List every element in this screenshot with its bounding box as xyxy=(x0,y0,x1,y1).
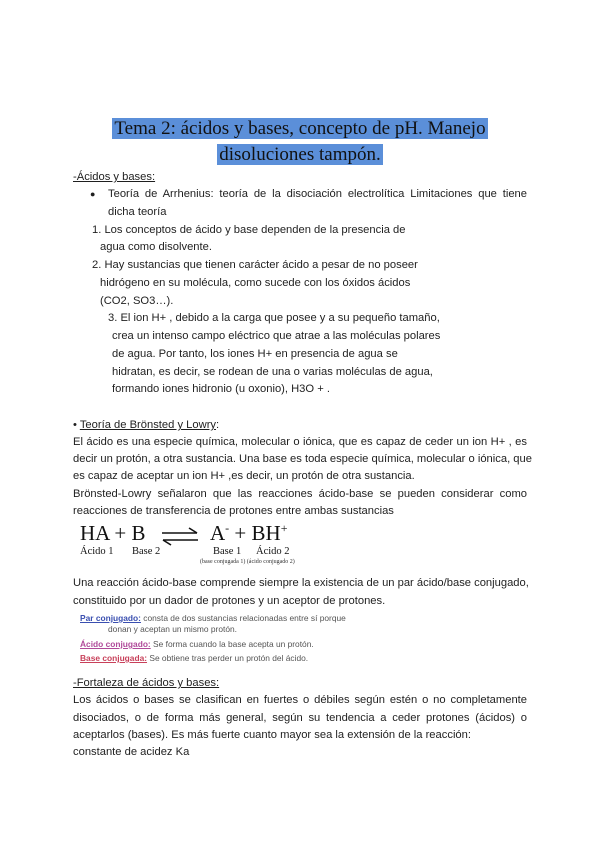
fortaleza-line-2: disociados, o de forma más general, según su tendencia a ceder protones (ácidos) o xyxy=(73,712,527,724)
equation-minus-sup: - xyxy=(225,521,230,535)
item-1-line-1: 1. Los conceptos de ácido y base dependen de la presencia de xyxy=(92,224,406,236)
heading-acidos-bases: -Ácidos y bases: xyxy=(73,171,156,183)
definitions-image xyxy=(80,613,370,667)
heading-fortaleza: -Fortaleza de ácidos y bases: xyxy=(73,677,220,689)
item-3-line-3: de agua. Por tanto, los iones H+ en presencia de agua se xyxy=(112,348,398,360)
bronsted-heading: Teoría de Brönsted y Lowry xyxy=(79,419,217,431)
item-3-line-5: formando iones hidronio (u oxonio), H3O + . xyxy=(112,383,330,395)
item-2-line-1: 2. Hay sustancias que tienen carácter ácido a pesar de no poseer xyxy=(92,259,418,271)
bronsted-p1-line-2: decir un protón, a otra sustancia. Una base es toda especie química, molecular o iónica, que xyxy=(73,453,532,465)
par-acido-base-line-2: constituido por un dador de protones y un aceptor de protones. xyxy=(73,595,386,607)
equation-left: HA + B xyxy=(80,521,146,545)
arrhenius-line-2: dicha teoría xyxy=(108,206,167,218)
equilibrium-arrows-icon xyxy=(160,527,200,547)
def-base-conjugada xyxy=(80,653,308,663)
label-base-1: Base 1 xyxy=(213,546,242,557)
fortaleza-line-4: constante de acidez Ka xyxy=(73,746,190,758)
label-acido-1: Ácido 1 xyxy=(80,546,114,557)
bronsted-heading-colon: : xyxy=(216,419,220,431)
def-par-conjugado-line-1 xyxy=(80,613,346,623)
title-line-1 xyxy=(0,118,600,140)
bronsted-p1-line-1: El ácido es una especie química, molecular o iónica, que es capaz de ceder un ion H+ , es xyxy=(73,436,527,448)
bronsted-p2-line-1: Brönsted-Lowry señalaron que las reacciones ácido-base se pueden considerar como xyxy=(73,488,527,500)
arrhenius-line-1: Teoría de Arrhenius: teoría de la disociación electrolítica Limitaciones que tiene xyxy=(108,188,527,200)
equation-right xyxy=(210,521,287,546)
equation-base-1: A xyxy=(210,521,226,545)
def-acido-conjugado xyxy=(80,639,314,649)
par-acido-base-line-1: Una reacción ácido-base comprende siempre la existencia de un par ácido/base conjugado, xyxy=(73,577,529,589)
def-acido-conjugado-text: Se forma cuando la base acepta un protón. xyxy=(150,639,314,649)
item-3-line-2: crea un intenso campo eléctrico que atrae a las moléculas polares xyxy=(112,330,441,342)
def-acido-conjugado-term: Ácido conjugado: xyxy=(80,639,151,649)
def-par-conjugado-line-2: donan y aceptan un mismo protón. xyxy=(108,624,237,634)
title-line-2 xyxy=(0,144,600,166)
def-par-conjugado-text: consta de dos sustancias relacionadas entre sí porque xyxy=(140,613,346,623)
fortaleza-line-3: aceptarlos (bases). Es más fuerte cuanto mayor sea la extensión de la reacción: xyxy=(73,729,471,741)
bronsted-p2-line-2: reacciones de transferencia de protones entre ambas sustancias xyxy=(73,505,394,517)
def-base-conjugada-term: Base conjugada: xyxy=(80,653,148,663)
def-par-conjugado-term: Par conjugado: xyxy=(80,613,141,623)
equation-acid-2: + BH xyxy=(229,521,281,545)
title-highlight-2: disoluciones tampón. xyxy=(219,144,381,165)
bullet-icon: ● xyxy=(90,189,96,199)
bronsted-heading-row xyxy=(73,418,219,432)
item-2-line-2: hidrógeno en su molécula, como sucede con los óxidos ácidos xyxy=(100,277,411,289)
equation-conjugate-note: (base conjugada 1) (ácido conjugado 2) xyxy=(200,559,295,565)
label-acido-2: Ácido 2 xyxy=(256,546,290,557)
item-2-line-3: (CO2, SO3…). xyxy=(100,295,174,307)
title-highlight-1: Tema 2: ácidos y bases, concepto de pH. Manejo xyxy=(114,118,486,139)
bronsted-bullet-icon: • xyxy=(73,419,77,431)
item-3-line-4: hidratan, es decir, se rodean de una o varias moléculas de agua, xyxy=(112,366,433,378)
label-base-2: Base 2 xyxy=(132,546,161,557)
item-3-line-1: 3. El ion H+ , debido a la carga que posee y a su pequeño tamaño, xyxy=(108,312,440,324)
equation-plus-sup: + xyxy=(280,521,288,535)
fortaleza-line-1: Los ácidos o bases se clasifican en fuertes o débiles según estén o no completamente xyxy=(73,694,527,706)
bronsted-p1-line-3: es capaz de aceptar un ion H+ ,es decir, un protón de otra sustancia. xyxy=(73,470,415,482)
def-base-conjugada-text: Se obtiene tras perder un protón del ácido. xyxy=(147,653,309,663)
item-1-line-2: agua como disolvente. xyxy=(100,241,212,253)
